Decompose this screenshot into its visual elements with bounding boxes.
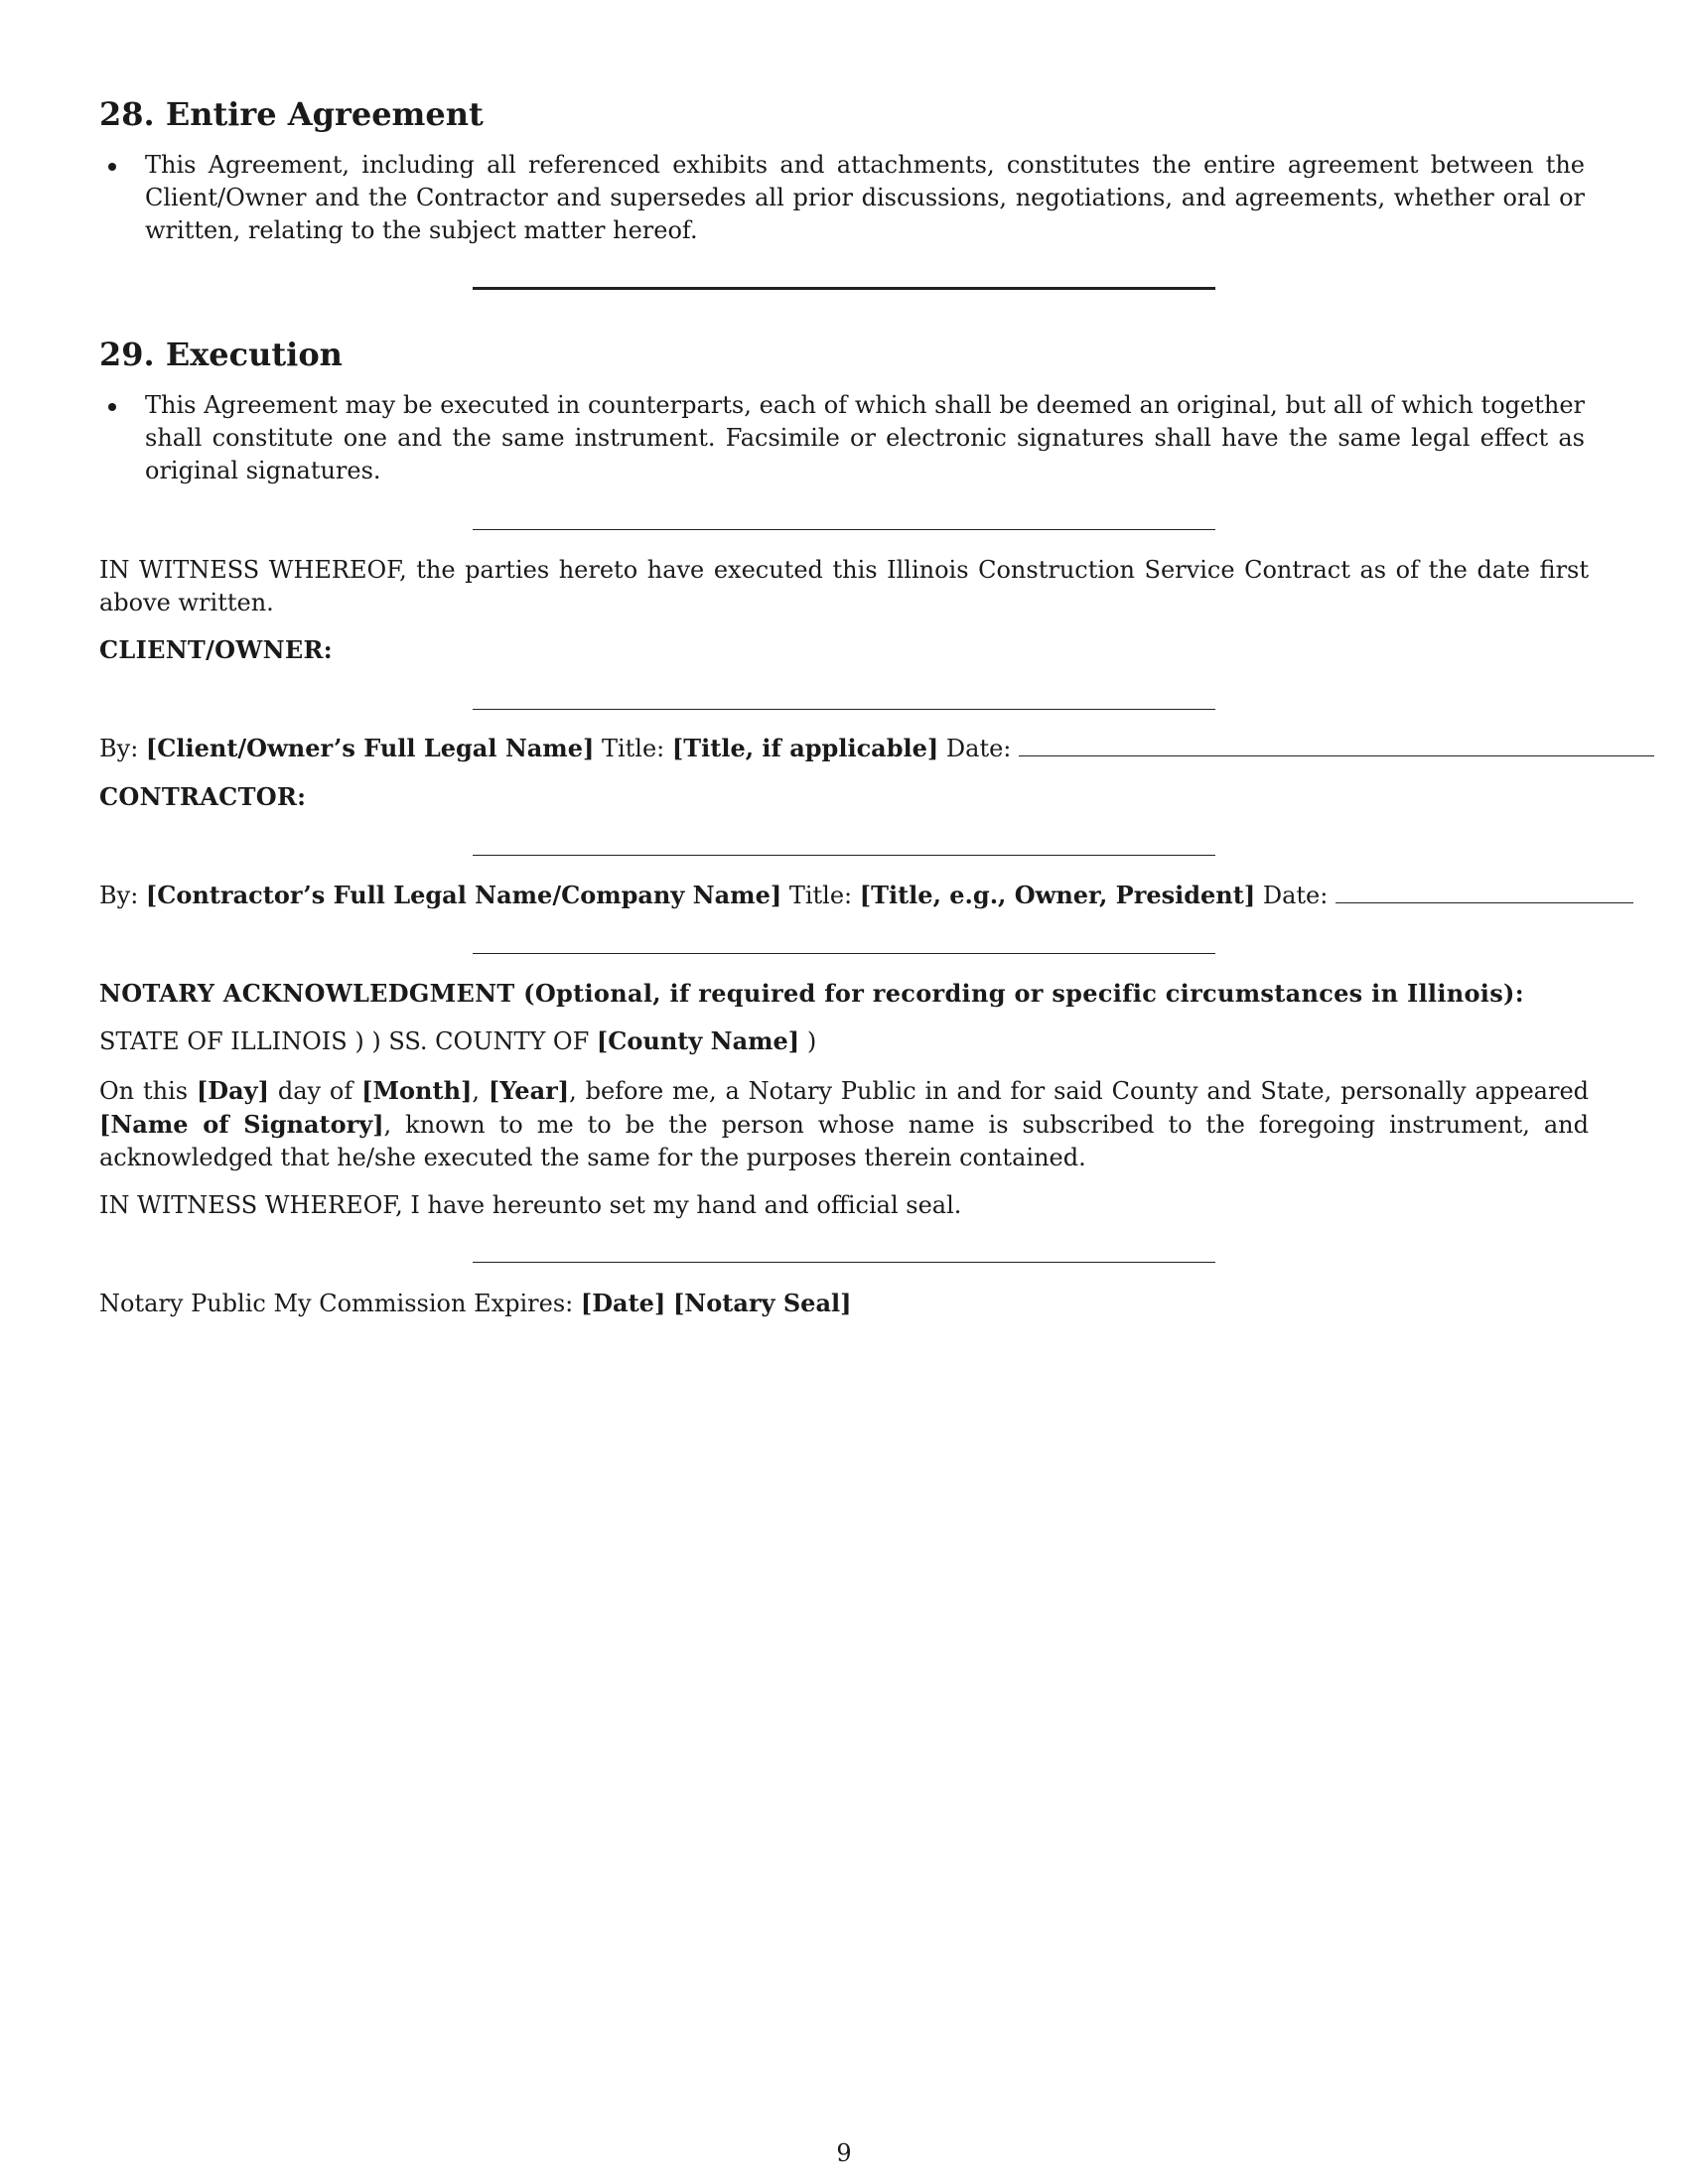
title-label: Title: <box>601 735 665 762</box>
document-page <box>99 0 1589 2184</box>
bullet-execution <box>145 389 1585 487</box>
section-divider <box>473 953 1215 954</box>
notary-acknowledgment-paragraph <box>99 1074 1589 1174</box>
contractor-date-blank[interactable] <box>1336 883 1633 903</box>
day-field[interactable]: [Day] <box>196 1076 269 1105</box>
client-owner-label: CLIENT/OWNER: <box>99 635 333 664</box>
page-number: 9 <box>836 2139 852 2167</box>
signature-line <box>473 1262 1215 1263</box>
contractor-title-field[interactable]: [Title, e.g., Owner, President] <box>859 881 1256 909</box>
year-field[interactable]: [Year] <box>488 1076 570 1105</box>
ack-text: day of <box>277 1077 353 1105</box>
signature-line <box>473 855 1215 856</box>
signatory-field[interactable]: [Name of Signatory] <box>99 1110 384 1139</box>
bullet-text: This Agreement, including all referenced exhibits and attachments, constitutes the entire agreement between the Client/Owner and the Contractor and supersedes all prior discussions, negotiations, and agreements, whether oral or written, relating to the subject matter hereof. <box>145 151 1585 244</box>
client-title-field[interactable]: [Title, if applicable] <box>671 734 939 762</box>
county-field[interactable]: [County Name] <box>596 1026 800 1055</box>
date-label: Date: <box>1262 882 1329 909</box>
section-divider <box>473 287 1215 290</box>
contractor-signature-row <box>99 879 1633 912</box>
state-line-close: ) <box>806 1027 817 1055</box>
section-heading-execution: 29. Execution <box>99 336 343 373</box>
client-date-blank[interactable] <box>1019 736 1654 756</box>
by-label: By: <box>99 735 139 762</box>
bullet-icon <box>108 163 116 171</box>
signature-line <box>473 709 1215 710</box>
bullet-icon <box>108 403 116 411</box>
contractor-label: CONTRACTOR: <box>99 782 307 811</box>
state-county-line <box>99 1024 816 1058</box>
client-name-field[interactable]: [Client/Owner’s Full Legal Name] <box>145 734 595 762</box>
bullet-entire-agreement <box>145 149 1585 247</box>
witness-paragraph: IN WITNESS WHEREOF, the parties hereto have executed this Illinois Construction Service Contract as of the date first above written. <box>99 556 1589 616</box>
notary-heading: NOTARY ACKNOWLEDGMENT (Optional, if required for recording or specific circumstances in Illinois): <box>99 979 1524 1008</box>
section-heading-entire-agreement: 28. Entire Agreement <box>99 95 484 133</box>
notary-commission-line <box>99 1287 851 1320</box>
date-label: Date: <box>945 735 1012 762</box>
ack-text: On this <box>99 1077 189 1105</box>
ack-text: , <box>472 1077 481 1105</box>
contractor-name-field[interactable]: [Contractor’s Full Legal Name/Company Name] <box>145 881 782 909</box>
client-signature-row <box>99 732 1654 765</box>
notary-witness-paragraph: IN WITNESS WHEREOF, I have hereunto set my hand and official seal. <box>99 1191 962 1219</box>
month-field[interactable]: [Month] <box>361 1076 473 1105</box>
section-divider <box>473 529 1215 530</box>
bullet-text: This Agreement may be executed in counterparts, each of which shall be deemed an original, but all of which together shall constitute one and the same instrument. Facsimile or electronic signatures shall have the same legal effect as original signatures. <box>145 391 1585 484</box>
ack-text: , known to me to be the person whose name is subscribed to the foregoing instrument, and acknowledged that he/she executed the same for the purposes therein contained. <box>99 1111 1589 1171</box>
title-label: Title: <box>788 882 853 909</box>
commission-label: Notary Public My Commission Expires: <box>99 1290 574 1317</box>
by-label: By: <box>99 882 139 909</box>
notary-seal-field[interactable]: [Notary Seal] <box>672 1289 852 1317</box>
state-line-text: STATE OF ILLINOIS ) ) SS. COUNTY OF <box>99 1027 590 1055</box>
ack-text: , before me, a Notary Public in and for said County and State, personally appeared <box>569 1077 1590 1105</box>
commission-date-field[interactable]: [Date] <box>580 1289 666 1317</box>
